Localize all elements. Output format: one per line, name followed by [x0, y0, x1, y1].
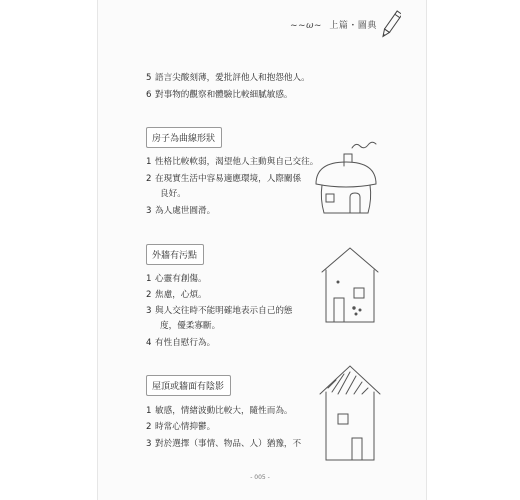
section-title-shaded-roof: 屋頂或牆面有陰影	[146, 375, 231, 396]
section1-line-2: 2 在現實生活中容易適應環境，人際關係	[146, 174, 302, 184]
section1-line-2-cont: 良好。	[160, 189, 186, 199]
intro-line-5: 5 語言尖酸刻薄，愛批評他人和抱怨他人。	[146, 73, 310, 83]
pencil-icon	[381, 8, 401, 42]
section2-line-1: 1 心靈有創傷。	[146, 274, 207, 284]
section3-line-3: 3 對於選擇（事情、物品、人）猶豫，不	[146, 439, 302, 449]
section2-line-4: 4 有性自慰行為。	[146, 338, 216, 348]
stained-house-drawing	[316, 244, 386, 324]
page-header	[290, 18, 377, 31]
section1-line-3: 3 為人處世圓滑。	[146, 206, 216, 216]
intro-line-6: 6 對事物的觀察和體驗比較細膩敏感。	[146, 90, 293, 100]
header-scribble: ~~ω~	[290, 21, 322, 31]
shaded-house-drawing	[316, 364, 386, 462]
section-title-stained-wall: 外牆有污點	[146, 244, 204, 265]
section2-line-3-cont: 度，優柔寡斷。	[160, 321, 221, 331]
header-title: 上篇・圖典	[329, 21, 377, 31]
section2-line-2: 2 焦慮，心煩。	[146, 290, 207, 300]
page-number: - 005 -	[250, 474, 270, 481]
section3-line-2: 2 時常心情抑鬱。	[146, 422, 216, 432]
section1-line-1: 1 性格比較軟弱，渴望他人主動與自己交往。	[146, 157, 319, 167]
section-title-curved-house: 房子為曲線形狀	[146, 127, 222, 148]
curved-house-drawing	[308, 128, 388, 218]
section2-line-3: 3 與人交往時不能明確地表示自己的態	[146, 306, 293, 316]
section3-line-1: 1 敏感，情緒波動比較大，隨性而為。	[146, 406, 293, 416]
